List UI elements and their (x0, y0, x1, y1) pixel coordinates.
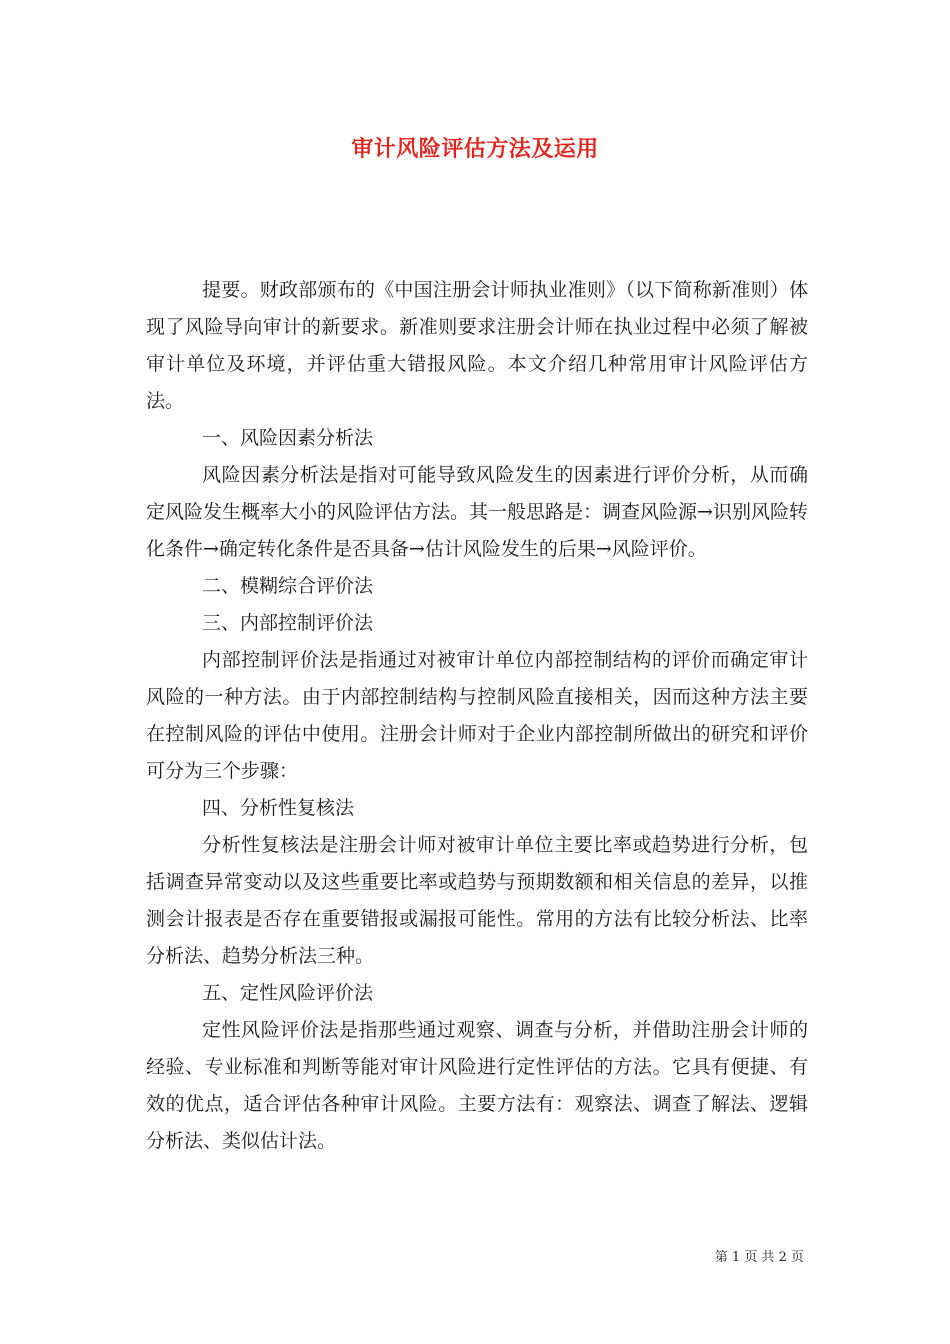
section-heading-2: 二、模糊综合评价法 (202, 575, 374, 597)
section-heading-5: 五、定性风险评价法 (202, 982, 374, 1004)
section-heading-3: 三、内部控制评价法 (202, 612, 374, 634)
section-heading-1: 一、风险因素分析法 (202, 427, 374, 449)
section-text-4: 分析性复核法是注册会计师对被审计单位主要比率或趋势进行分析，包括调查异常变动以及这些重要比率或趋势与预期数额和相关信息的差异，以推测会计报表是否存在重要错报或漏报可能性。常用的方法有比较分析法、比率分析法、趋势分析法三种。 (146, 834, 808, 967)
section-heading-4: 四、分析性复核法 (202, 797, 355, 819)
document-title: 审计风险评估方法及运用 (351, 136, 599, 162)
page-number: 第 1 页 共 2 页 (714, 1250, 804, 1265)
section-text-1: 风险因素分析法是指对可能导致风险发生的因素进行评价分析，从而确定风险发生概率大小的风险评估方法。其一般思路是：调查风险源→识别风险转化条件→确定转化条件是否具备→估计风险发生的后果→风险评价。 (146, 464, 808, 560)
document-body (146, 272, 808, 1160)
section-text-3: 内部控制评价法是指通过对被审计单位内部控制结构的评价而确定审计风险的一种方法。由于内部控制结构与控制风险直接相关，因而这种方法主要在控制风险的评估中使用。注册会计师对于企业内部控制所做出的研究和评价可分为三个步骤： (146, 649, 808, 782)
section-text-5: 定性风险评价法是指那些通过观察、调查与分析，并借助注册会计师的经验、专业标准和判断等能对审计风险进行定性评估的方法。它具有便捷、有效的优点，适合评估各种审计风险。主要方法有：观察法、调查了解法、逻辑分析法、类似估计法。 (146, 1019, 808, 1152)
intro-paragraph: 提要。财政部颁布的《中国注册会计师执业准则》（以下简称新准则）体现了风险导向审计的新要求。新准则要求注册会计师在执业过程中必须了解被审计单位及环境，并评估重大错报风险。本文介绍几种常用审计风险评估方法。 (146, 279, 808, 412)
